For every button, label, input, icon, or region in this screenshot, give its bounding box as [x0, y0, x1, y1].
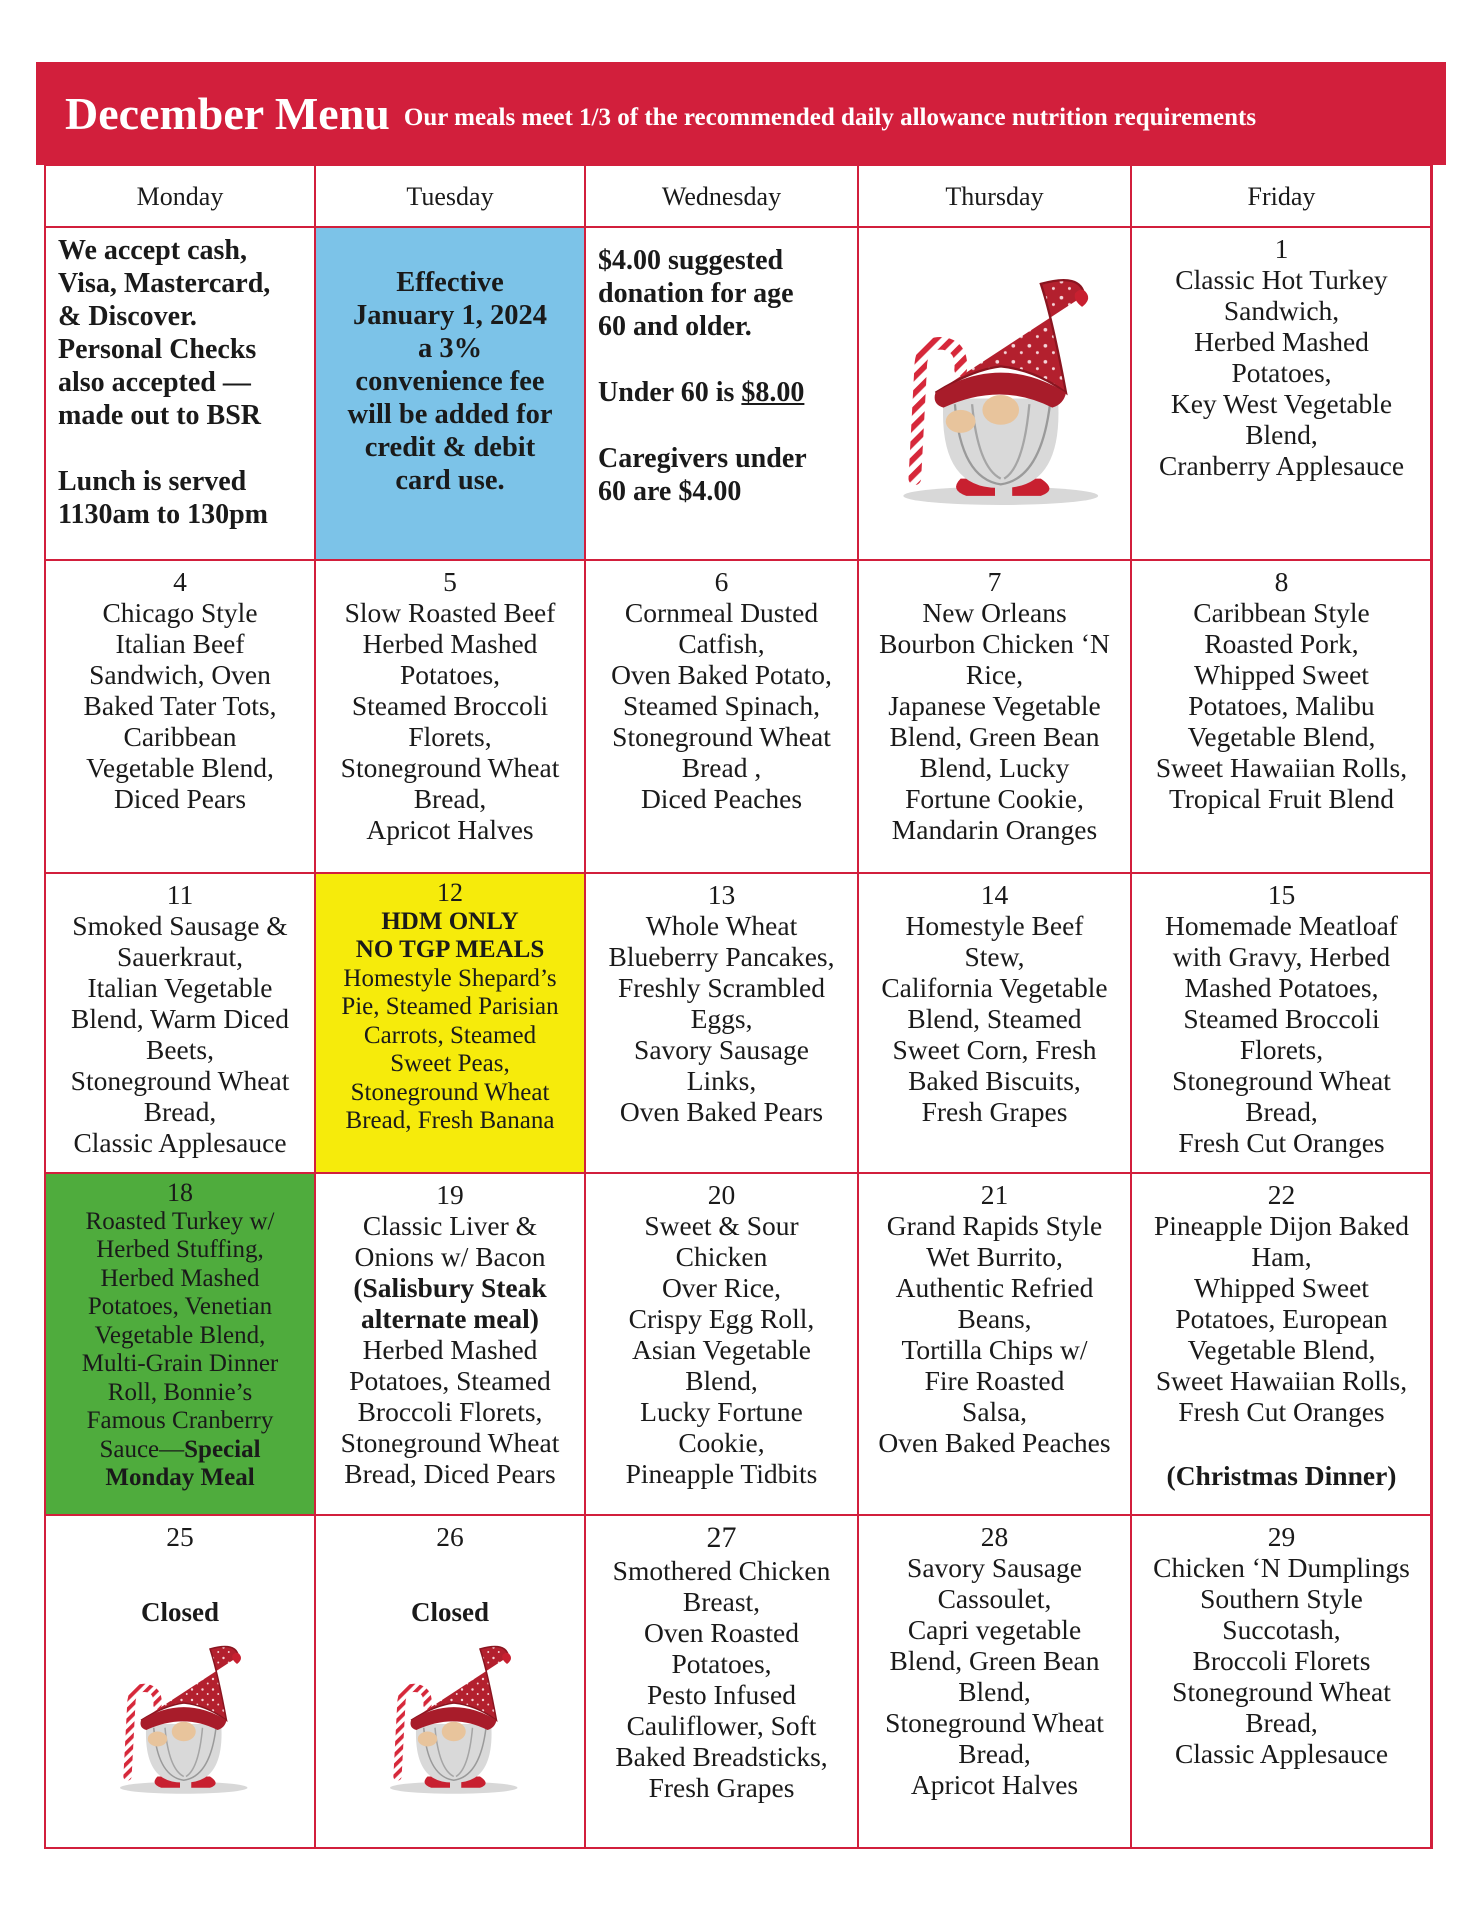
alternate-meal: alternate meal) — [361, 1303, 539, 1334]
payment-info-cell — [44, 226, 316, 561]
menu-line: Stoneground Wheat — [70, 1065, 290, 1096]
day-number: 4 — [173, 566, 187, 597]
menu-day-11 — [44, 872, 316, 1174]
menu-line: Savory Sausage — [907, 1552, 1082, 1583]
hdm-notice: NO TGP MEALS — [355, 936, 545, 963]
spacer — [598, 343, 853, 376]
menu-line: Salsa, — [962, 1396, 1027, 1427]
menu-line: New Orleans — [922, 597, 1067, 628]
menu-day-13 — [584, 872, 859, 1174]
menu-line: Apricot Halves — [366, 814, 534, 845]
spacer — [58, 432, 310, 465]
menu-line: Succotash, — [1222, 1614, 1341, 1645]
menu-line: Sandwich, — [1223, 295, 1340, 326]
menu-line: Blend, Lucky — [919, 752, 1070, 783]
menu-line: Stoneground Wheat — [340, 1427, 560, 1458]
day-number: 14 — [980, 879, 1009, 910]
menu-line: Stoneground Wheat — [612, 721, 831, 752]
menu-line: Homestyle Shepard’s — [343, 964, 557, 992]
day-number: 27 — [706, 1521, 737, 1554]
closed-label: Closed — [410, 1597, 489, 1627]
menu-line: Asian Vegetable — [632, 1334, 811, 1365]
info-line: 1130am to 130pm — [58, 499, 268, 530]
christmas-dinner-note: (Christmas Dinner) — [1166, 1460, 1397, 1491]
menu-line: Tortilla Chips w/ — [901, 1334, 1088, 1365]
payment-info — [58, 234, 310, 432]
spacer — [598, 409, 853, 442]
menu-line: Onions w/ Bacon — [354, 1241, 546, 1272]
menu-line: Blend, Warm Diced — [71, 1003, 289, 1034]
day-header-wednesday: Wednesday — [584, 164, 859, 228]
menu-line: with Gravy, Herbed — [1172, 941, 1391, 972]
menu-line: Mashed Potatoes, — [1184, 972, 1379, 1003]
menu-line: Roasted Pork, — [1204, 628, 1359, 659]
gnome-with-candy-cane-icon — [880, 261, 1110, 513]
menu-line: Sweet Peas, — [390, 1050, 510, 1077]
day-number: 8 — [1274, 566, 1289, 597]
menu-line: Stoneground Wheat — [350, 1078, 550, 1106]
info-line: will be added for — [347, 399, 553, 430]
menu-line: Bread, Diced Pears — [344, 1458, 556, 1489]
menu-line: Baked Breadsticks, — [615, 1741, 828, 1772]
gnome-cell — [857, 226, 1132, 561]
menu-line: Steamed Broccoli — [1183, 1003, 1380, 1034]
menu-line: Blend, — [958, 1676, 1031, 1707]
special-label: Monday Meal — [105, 1464, 255, 1491]
menu-line: Sauerkraut, — [117, 941, 243, 972]
menu-line: Sweet Hawaiian Rolls, — [1155, 1365, 1408, 1396]
menu-line: Whipped Sweet — [1194, 1272, 1369, 1303]
menu-line: Herbed Mashed — [1194, 326, 1369, 357]
menu-day-25 — [44, 1514, 316, 1849]
menu-line: Whole Wheat — [645, 910, 798, 941]
menu-line: Classic Applesauce — [1174, 1738, 1389, 1769]
menu-day-18 — [44, 1172, 316, 1516]
menu-line: Carrots, Steamed — [363, 1021, 537, 1049]
menu-line: Oven Baked Peaches — [878, 1427, 1111, 1458]
menu-line: Bourbon Chicken ‘N — [879, 628, 1110, 659]
info-line: Caregivers under — [598, 443, 807, 474]
menu-line: Wet Burrito, — [926, 1241, 1063, 1272]
menu-line: Potatoes, Venetian — [87, 1293, 273, 1320]
menu-line: California Vegetable — [881, 972, 1108, 1003]
menu-line: Crispy Egg Roll, — [628, 1303, 815, 1334]
menu-line: Cookie, — [678, 1427, 765, 1458]
menu-line: Bread, Fresh Banana — [345, 1107, 555, 1134]
menu-line: Cranberry Applesauce — [1158, 450, 1405, 481]
menu-line: Slow Roasted Beef — [344, 597, 556, 628]
menu-line: Whipped Sweet — [1194, 659, 1369, 690]
menu-day-5 — [314, 559, 586, 874]
menu-day-1 — [1130, 226, 1433, 561]
menu-line: Classic Hot Turkey — [1175, 264, 1388, 295]
day-number: 18 — [167, 1178, 193, 1207]
menu-day-21 — [857, 1172, 1132, 1516]
info-line: 60 are $4.00 — [598, 476, 742, 507]
info-line: convenience fee — [355, 366, 545, 397]
menu-line: Herbed Stuffing, — [96, 1236, 264, 1263]
day-number: 20 — [707, 1179, 736, 1210]
menu-line: Capri vegetable — [907, 1614, 1082, 1645]
menu-line: Herbed Mashed — [362, 628, 538, 659]
info-line: Visa, Mastercard, — [58, 268, 271, 299]
menu-line: Oven Baked Pears — [619, 1096, 824, 1127]
donation-info-cell — [584, 226, 859, 561]
menu-line: Bread, — [1245, 1707, 1318, 1738]
menu-line: Stoneground Wheat — [340, 752, 560, 783]
menu-line: Caribbean — [123, 721, 237, 752]
menu-line: Smoked Sausage & — [72, 910, 288, 941]
menu-line: Fresh Cut Oranges — [1178, 1127, 1385, 1158]
menu-line: Sandwich, Oven — [89, 659, 271, 690]
info-line: made out to BSR — [58, 400, 262, 431]
info-line: 60 and older. — [598, 311, 752, 342]
menu-line: Steamed Spinach, — [622, 690, 821, 721]
menu-line: Fresh Grapes — [648, 1772, 795, 1803]
info-line: January 1, 2024 — [353, 300, 547, 331]
menu-line: Authentic Refried — [895, 1272, 1094, 1303]
menu-line: Bread, — [143, 1096, 217, 1127]
menu-line: Sweet & Sour — [644, 1210, 799, 1241]
menu-day-20 — [584, 1172, 859, 1516]
menu-line: Potatoes, European — [1175, 1303, 1388, 1334]
menu-day-4 — [44, 559, 316, 874]
menu-line: Pineapple Dijon Baked — [1153, 1210, 1410, 1241]
menu-day-8 — [1130, 559, 1433, 874]
menu-line: Italian Vegetable — [87, 972, 273, 1003]
info-line: card use. — [395, 465, 505, 496]
menu-line: Diced Peaches — [640, 783, 803, 814]
day-number: 28 — [980, 1521, 1009, 1552]
info-line: & Discover. — [58, 301, 197, 332]
menu-line: Diced Pears — [113, 783, 247, 814]
info-line: also accepted — — [58, 367, 251, 398]
menu-line: Stoneground Wheat — [1172, 1676, 1391, 1707]
menu-line: Potatoes, — [399, 659, 501, 690]
menu-line: Steamed Broccoli — [351, 690, 549, 721]
menu-line: Blueberry Pancakes, — [608, 941, 835, 972]
menu-line: Fresh Grapes — [921, 1096, 1068, 1127]
menu-line: Stew, — [964, 941, 1025, 972]
menu-line: Vegetable Blend, — [94, 1321, 266, 1349]
menu-line: Baked Tater Tots, — [83, 690, 277, 721]
menu-line: Roll, Bonnie’s — [107, 1378, 253, 1406]
alternate-meal: (Salisbury Steak — [353, 1272, 547, 1303]
menu-line: Potatoes, — [671, 1648, 772, 1679]
menu-line: Classic Applesauce — [73, 1127, 287, 1158]
menu-line: Grand Rapids Style — [886, 1210, 1103, 1241]
menu-line: Apricot Halves — [910, 1769, 1079, 1800]
info-line: Effective — [396, 267, 504, 298]
menu-line: Pie, Steamed Parisian — [341, 993, 559, 1020]
day-number: 7 — [987, 566, 1002, 597]
info-line: Lunch is served — [58, 466, 247, 497]
page-title: December Menu — [65, 88, 390, 139]
menu-line: Savory Sausage — [634, 1034, 809, 1065]
menu-line: Roasted Turkey w/ — [85, 1207, 275, 1235]
menu-line: Blend, Steamed — [907, 1003, 1082, 1034]
menu-line: Sweet Corn, Fresh — [892, 1034, 1097, 1065]
menu-line: Lucky Fortune — [640, 1396, 803, 1427]
day-number: 11 — [166, 879, 194, 910]
day-number: 26 — [436, 1521, 464, 1552]
menu-line: Over Rice, — [661, 1272, 782, 1303]
menu-line: Florets, — [408, 721, 492, 752]
menu-line: Beans, — [957, 1303, 1032, 1334]
menu-line: Fortune Cookie, — [905, 783, 1084, 814]
day-number: 19 — [436, 1179, 464, 1210]
menu-line: Blend, — [1245, 419, 1318, 450]
under-60-label: Under 60 is — [598, 377, 742, 408]
menu-line: Eggs, — [690, 1003, 753, 1034]
menu-day-19 — [314, 1172, 586, 1516]
menu-line: Bread , — [681, 752, 762, 783]
spacer — [1136, 1427, 1427, 1460]
day-number: 25 — [166, 1521, 194, 1552]
menu-line: Potatoes, Steamed — [349, 1365, 551, 1396]
menu-day-26 — [314, 1514, 586, 1849]
menu-line: Tropical Fruit Blend — [1168, 783, 1395, 814]
menu-line: Famous Cranberry — [86, 1407, 274, 1434]
menu-day-14 — [857, 872, 1132, 1174]
menu-line: Bread, — [958, 1738, 1031, 1769]
menu-line-text: Sauce— — [99, 1435, 185, 1463]
menu-line: Bread, — [1245, 1096, 1318, 1127]
menu-day-15 — [1130, 872, 1433, 1174]
menu-line: Stoneground Wheat — [1172, 1065, 1391, 1096]
menu-line: Blend, Green Bean — [889, 1645, 1100, 1676]
menu-line: Cornmeal Dusted — [624, 597, 819, 628]
menu-line: Chicago Style — [102, 597, 258, 628]
menu-line: Japanese Vegetable — [888, 690, 1101, 721]
menu-line: Homemade Meatloaf — [1165, 910, 1398, 941]
under-60-price — [598, 376, 853, 409]
lunch-hours — [58, 465, 310, 531]
gnome-with-candy-cane-icon — [105, 1634, 255, 1799]
menu-line: Multi-Grain Dinner — [81, 1350, 279, 1377]
menu-line: Herbed Mashed — [100, 1264, 260, 1292]
menu-line: Potatoes, — [1231, 357, 1332, 388]
menu-line: Chicken — [675, 1241, 768, 1272]
menu-line: Vegetable Blend, — [1187, 721, 1376, 752]
menu-line: Smothered Chicken — [612, 1555, 831, 1586]
menu-line: Ham, — [1251, 1241, 1312, 1272]
gnome-with-candy-cane-icon — [375, 1634, 525, 1799]
menu-day-28 — [857, 1514, 1132, 1849]
menu-day-12 — [314, 872, 586, 1174]
menu-line: Rice, — [965, 659, 1024, 690]
menu-line: Cassoulet, — [937, 1583, 1052, 1614]
menu-line: Mandarin Oranges — [891, 814, 1098, 845]
menu-line: Herbed Mashed — [362, 1334, 538, 1365]
menu-day-29 — [1130, 1514, 1433, 1849]
menu-line: Blend, — [685, 1365, 758, 1396]
day-header-thursday: Thursday — [857, 164, 1132, 228]
menu-line: Sweet Hawaiian Rolls, — [1155, 752, 1408, 783]
menu-line: Breast, — [682, 1586, 761, 1617]
hdm-notice: HDM ONLY — [381, 907, 519, 935]
day-header-friday: Friday — [1130, 164, 1433, 228]
day-header-tuesday: Tuesday — [314, 164, 586, 228]
menu-header — [36, 62, 1446, 165]
page-subtitle: Our meals meet 1/3 of the recommended daily allowance nutrition requirements — [403, 103, 1257, 131]
menu-line: Broccoli Florets — [1192, 1645, 1371, 1676]
menu-line: Potatoes, Malibu — [1188, 690, 1375, 721]
day-number: 13 — [707, 879, 736, 910]
day-number: 21 — [980, 1179, 1009, 1210]
info-line: credit & debit — [364, 432, 536, 463]
menu-line: Fresh Cut Oranges — [1178, 1396, 1385, 1427]
menu-day-27 — [584, 1514, 859, 1849]
under-60-amount: $8.00 — [741, 377, 805, 408]
menu-line: Blend, Green Bean — [889, 721, 1100, 752]
menu-line: Homestyle Beef — [905, 910, 1084, 941]
info-line: Personal Checks — [58, 334, 257, 365]
menu-line: Cauliflower, Soft — [626, 1710, 817, 1741]
menu-line: Pesto Infused — [647, 1679, 796, 1710]
menu-line: Pineapple Tidbits — [625, 1458, 818, 1489]
menu-line: Italian Beef — [115, 628, 245, 659]
day-number: 1 — [1274, 233, 1289, 264]
menu-line — [50, 1436, 310, 1465]
convenience-fee-notice — [314, 226, 586, 561]
menu-line: Key West Vegetable — [1170, 388, 1393, 419]
menu-day-22 — [1130, 1172, 1433, 1516]
menu-line: Catfish, — [678, 628, 765, 659]
menu-line: Classic Liver & — [362, 1210, 538, 1241]
menu-line: Caribbean Style — [1193, 597, 1370, 628]
day-number: 15 — [1267, 879, 1296, 910]
menu-line: Southern Style — [1200, 1583, 1363, 1614]
menu-day-7 — [857, 559, 1132, 874]
menu-line: Vegetable Blend, — [86, 752, 274, 783]
menu-line: Oven Roasted — [643, 1617, 800, 1648]
day-header-monday: Monday — [44, 164, 316, 228]
menu-line: Broccoli Florets, — [357, 1396, 543, 1427]
info-line: a 3% — [417, 333, 483, 364]
day-number: 22 — [1267, 1179, 1296, 1210]
info-line: We accept cash, — [58, 235, 247, 266]
info-line: $4.00 suggested — [598, 245, 784, 276]
menu-line: Vegetable Blend, — [1187, 1334, 1376, 1365]
menu-line: Bread, — [413, 783, 487, 814]
menu-line: Fire Roasted — [924, 1365, 1065, 1396]
menu-line: Links, — [686, 1065, 757, 1096]
menu-day-6 — [584, 559, 859, 874]
day-number: 29 — [1267, 1521, 1296, 1552]
menu-line: Freshly Scrambled — [618, 972, 825, 1003]
menu-line: Chicken ‘N Dumplings — [1153, 1552, 1410, 1583]
day-number: 5 — [443, 566, 457, 597]
day-number: 12 — [437, 878, 463, 907]
menu-line: Stoneground Wheat — [885, 1707, 1104, 1738]
closed-label: Closed — [140, 1597, 219, 1627]
day-number: 6 — [714, 566, 729, 597]
menu-line: Baked Biscuits, — [908, 1065, 1081, 1096]
info-line: donation for age — [598, 278, 794, 309]
menu-line: Oven Baked Potato, — [611, 659, 832, 690]
special-label: Special — [184, 1435, 261, 1463]
menu-calendar — [44, 165, 1431, 1848]
menu-line: Florets, — [1239, 1034, 1324, 1065]
menu-line: Beets, — [146, 1034, 214, 1065]
